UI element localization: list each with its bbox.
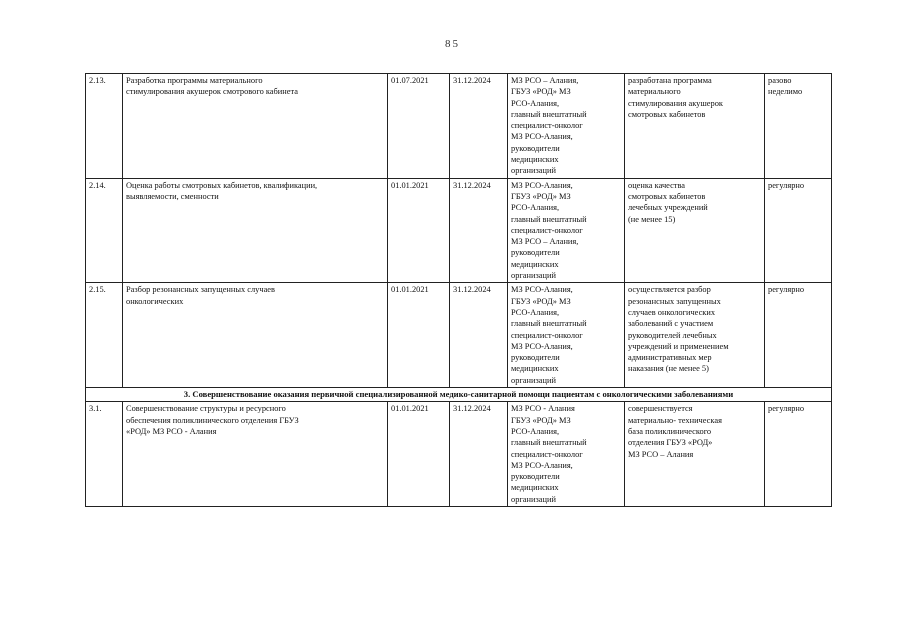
activity-cell: Совершенствование структуры и ресурсного обеспечения поликлинического отделения ГБУЗ «РОД» МЗ РСО - Алания [123,402,388,507]
action-plan-table [85,73,832,507]
end-date-cell: 31.12.2024 [450,402,508,507]
table-row [86,402,832,507]
result-cell: осуществляется разбор резонансных запущенных случаев онкологических заболеваний с участием руководителей лечебных учреждений и применением административных мер наказания (не менее 5) [625,283,765,388]
section-heading: 3. Совершенствование оказания первичной специализированной медико-санитарной помощи пациентам с онкологическими заболеваниями [86,388,832,402]
end-date-cell: 31.12.2024 [450,283,508,388]
start-date-cell: 01.01.2021 [388,402,450,507]
activity-cell: Разбор резонансных запущенных случаев онкологических [123,283,388,388]
table-row [86,283,832,388]
page-number: 85 [445,38,460,50]
row-number: 2.15. [86,283,123,388]
table-row [86,178,832,283]
frequency-cell: регулярно [765,283,832,388]
responsible-cell: МЗ РСО - Алания ГБУЗ «РОД» МЗ РСО-Алания, главный внештатный специалист-онколог МЗ РСО-Алания, руководители медицинских организаций [508,402,625,507]
start-date-cell: 01.07.2021 [388,74,450,179]
frequency-cell: разово неделимо [765,74,832,179]
frequency-cell: регулярно [765,178,832,283]
frequency-cell: регулярно [765,402,832,507]
result-cell: совершенствуется материально- техническая база поликлинического отделения ГБУЗ «РОД» МЗ РСО – Алания [625,402,765,507]
row-number: 2.13. [86,74,123,179]
responsible-cell: МЗ РСО-Алания, ГБУЗ «РОД» МЗ РСО-Алания, главный внештатный специалист-онколог МЗ РСО-Алания, руководители медицинских организаций [508,283,625,388]
activity-cell: Оценка работы смотровых кабинетов, квалификации, выявляемости, сменности [123,178,388,283]
section-heading-row [86,388,832,402]
end-date-cell: 31.12.2024 [450,178,508,283]
row-number: 3.1. [86,402,123,507]
row-number: 2.14. [86,178,123,283]
responsible-cell: МЗ РСО-Алания, ГБУЗ «РОД» МЗ РСО-Алания, главный внештатный специалист-онколог МЗ РСО – Алания, руководители медицинских организаций [508,178,625,283]
responsible-cell: МЗ РСО – Алания, ГБУЗ «РОД» МЗ РСО-Алания, главный внештатный специалист-онколог МЗ РСО-Алания, руководители медицинских организаций [508,74,625,179]
activity-cell: Разработка программы материального стимулирования акушерок смотрового кабинета [123,74,388,179]
result-cell: оценка качества смотровых кабинетов лечебных учреждений (не менее 15) [625,178,765,283]
end-date-cell: 31.12.2024 [450,74,508,179]
table-row [86,74,832,179]
result-cell: разработана программа материального стимулирования акушерок смотровых кабинетов [625,74,765,179]
start-date-cell: 01.01.2021 [388,178,450,283]
start-date-cell: 01.01.2021 [388,283,450,388]
